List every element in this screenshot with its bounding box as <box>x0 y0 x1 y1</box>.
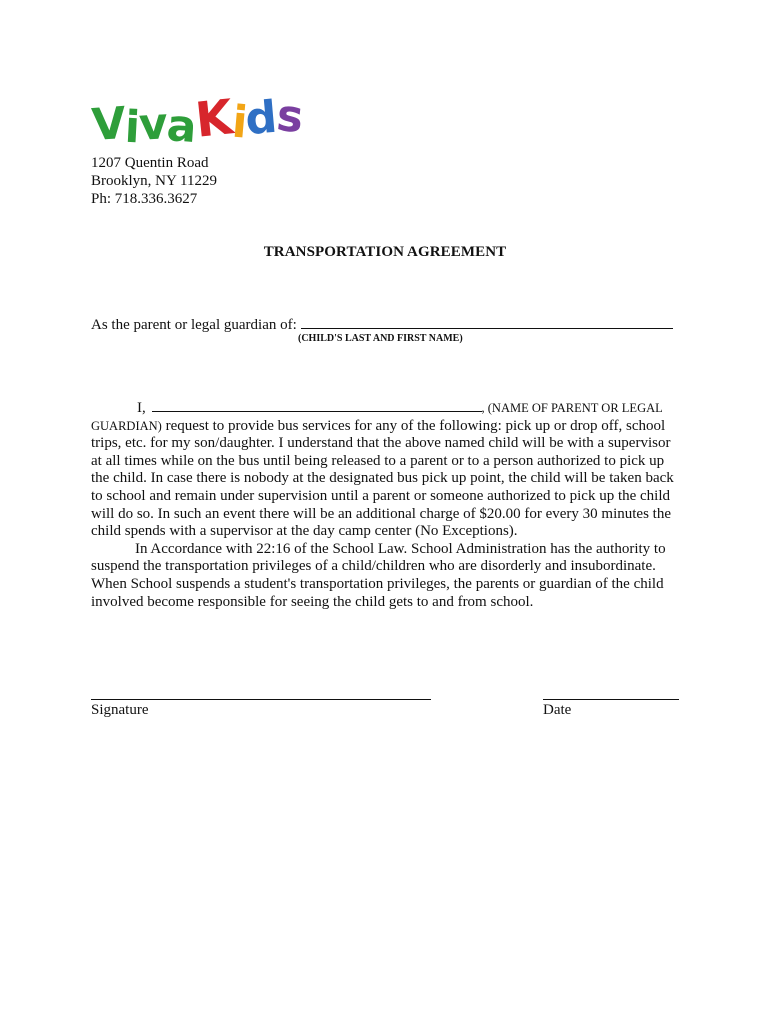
agreement-paragraph-1-text: request to provide bus services for any of the following: pick up or drop off, school trips, etc. for my son/daughter. I understand that the above named child will be with a supervisor at all times while on the bus until being released to a parent or to a person authorized to pick up the child. In case there is nobody at the designated bus pick up point, the child will be taken back to school and remain under supervision until a parent or someone authorized to pick up the child will do so. In such an event there will be an additional charge of $20.00 for every 30 minutes the child spends with a supervisor at the day camp center (No Exceptions). <box>91 417 674 540</box>
document-title: TRANSPORTATION AGREEMENT <box>263 244 507 260</box>
agreement-paragraph-2: In Accordance with 22:16 of the School Law. School Administration has the authority to suspend the transportation privileges of a child/children who are disorderly and insubordinate. When School suspends a student's transportation privileges, the parents or guardian of the child involved become responsible for seeing the child gets to and from school. <box>91 540 666 610</box>
agreement-paragraph-1 <box>91 398 683 541</box>
vivakids-logo <box>90 89 306 154</box>
guardian-of-line <box>91 314 673 334</box>
logo-letter: i <box>229 96 249 149</box>
date-label: Date <box>543 702 572 718</box>
child-name-blank[interactable] <box>301 314 673 329</box>
i-label: I, <box>137 400 146 416</box>
address-street: 1207 Quentin Road <box>91 155 209 171</box>
logo-letter: i <box>123 101 141 154</box>
address-block <box>91 154 217 208</box>
logo-letter: v <box>137 98 169 151</box>
logo-letter: V <box>90 97 127 152</box>
logo-letter: K <box>192 89 235 149</box>
child-name-caption: (CHILD'S LAST AND FIRST NAME) <box>298 333 463 344</box>
parent-name-hint: , (NAME OF PARENT OR LEGAL <box>481 401 663 415</box>
logo-letter: d <box>243 91 278 146</box>
parent-name-line <box>91 400 663 416</box>
agreement-body <box>91 398 683 611</box>
address-city: Brooklyn, NY 11229 <box>91 173 217 189</box>
guardian-of-label: As the parent or legal guardian of: <box>91 317 297 333</box>
guardian-word: GUARDIAN) <box>91 418 162 433</box>
signature-line[interactable] <box>91 699 431 700</box>
parent-name-blank[interactable] <box>152 398 482 412</box>
address-phone: Ph: 718.336.3627 <box>91 191 198 207</box>
logo-letter: s <box>274 89 306 144</box>
date-line[interactable] <box>543 699 679 700</box>
logo-letter: a <box>164 100 198 153</box>
signature-label: Signature <box>91 702 149 718</box>
